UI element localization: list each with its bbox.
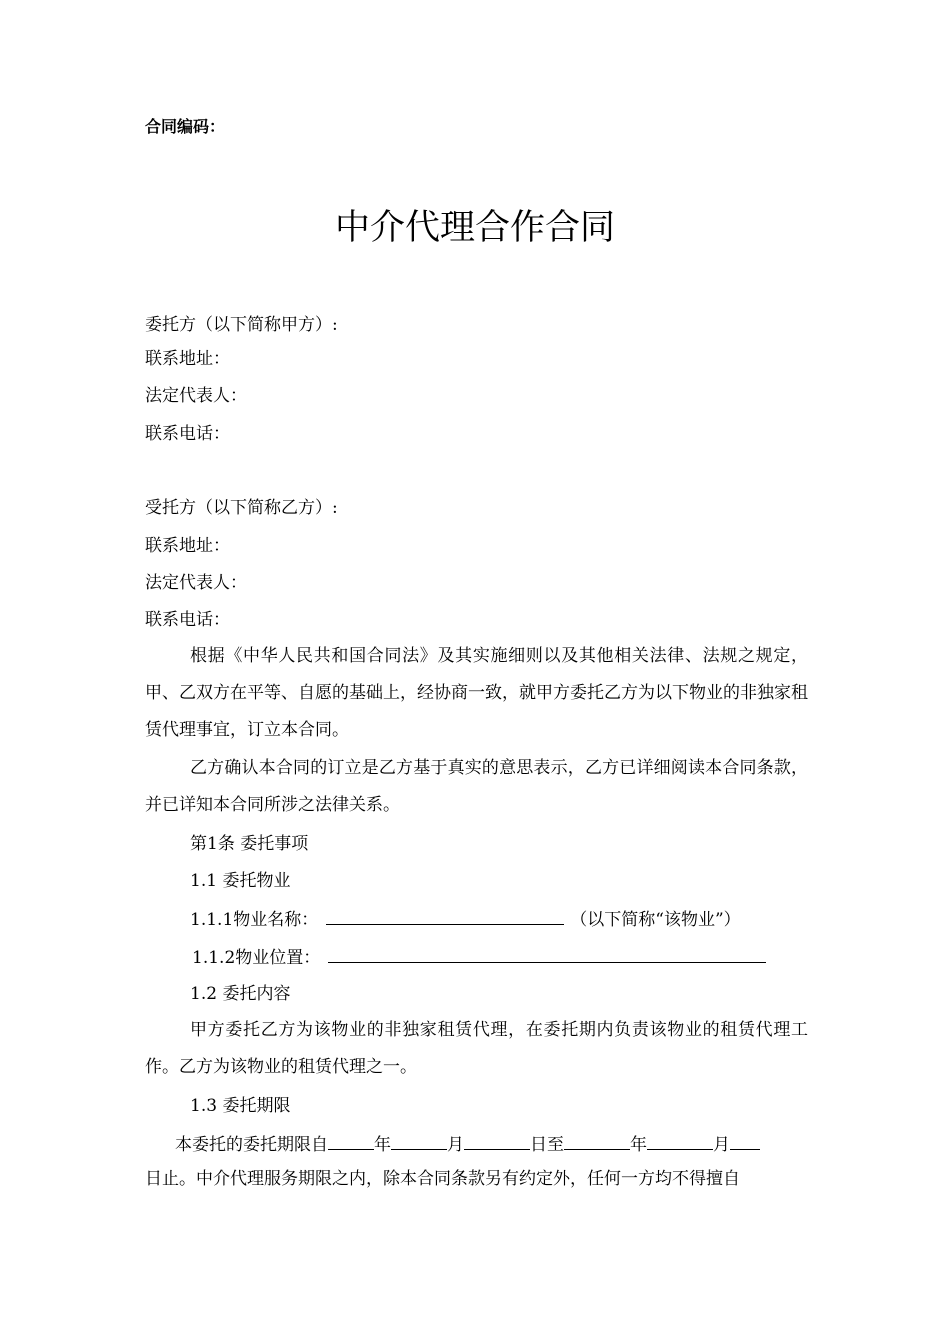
confirm-paragraph: 乙方确认本合同的订立是乙方基于真实的意思表示，乙方已详细阅读本合同条款，并已详知本合同所涉之法律关系。 <box>145 758 808 815</box>
end-year-blank <box>564 1132 630 1150</box>
intro-paragraph: 根据《中华人民共和国合同法》及其实施细则以及其他相关法律、法规之规定，甲、乙双方在平等、自愿的基础上，经协商一致，就甲方委托乙方为以下物业的非独家租赁代理事宜，订立本合同。 <box>145 646 808 740</box>
section-1-2-paragraph: 甲方委托乙方为该物业的非独家租赁代理，在委托期内负责该物业的租赁代理工作。乙方为该物业的租赁代理之一。 <box>145 1020 808 1077</box>
section-1-1-heading: 1.1 委托物业 <box>190 871 291 891</box>
start-year-blank <box>328 1132 374 1150</box>
end-year-label: 年 <box>630 1135 647 1155</box>
party-b-phone-label: 联系电话： <box>145 610 230 630</box>
start-day-label: 日至 <box>530 1135 564 1155</box>
start-month-label: 月 <box>447 1135 464 1155</box>
article-1-heading: 第1条 委托事项 <box>190 834 309 854</box>
section-1-3-heading: 1.3 委托期限 <box>190 1096 291 1116</box>
section-1-2-heading: 1.2 委托内容 <box>190 984 291 1004</box>
party-a-address-label: 联系地址： <box>145 349 230 369</box>
party-a-rep-label: 法定代表人： <box>145 386 247 406</box>
term-continuation: 日止。中介代理服务期限之内，除本合同条款另有约定外，任何一方均不得擅自 <box>145 1169 740 1189</box>
property-location-row <box>192 945 766 969</box>
end-month-blank <box>647 1132 713 1150</box>
end-day-blank <box>730 1132 760 1150</box>
end-month-label: 月 <box>713 1135 730 1155</box>
document-title: 中介代理合作合同 <box>334 208 615 248</box>
party-a-heading: 委托方（以下简称甲方）: <box>145 315 338 335</box>
property-name-suffix: （以下简称“该物业”） <box>570 910 741 930</box>
property-name-row <box>190 907 741 931</box>
property-name-blank <box>326 907 564 925</box>
party-a-phone-label: 联系电话： <box>145 424 230 444</box>
property-location-blank <box>328 945 766 963</box>
start-year-label: 年 <box>374 1135 391 1155</box>
start-month-blank <box>391 1132 447 1150</box>
property-location-label: 1.1.2物业位置： <box>192 948 321 968</box>
start-day-blank <box>464 1132 530 1150</box>
contract-code-label: 合同编码： <box>145 117 226 136</box>
party-b-address-label: 联系地址： <box>145 536 230 556</box>
term-prefix: 本委托的委托期限自 <box>175 1135 328 1155</box>
property-name-label: 1.1.1物业名称： <box>190 910 319 930</box>
party-b-rep-label: 法定代表人： <box>145 573 247 593</box>
party-b-heading: 受托方（以下简称乙方）: <box>145 498 338 518</box>
term-row <box>175 1132 760 1156</box>
